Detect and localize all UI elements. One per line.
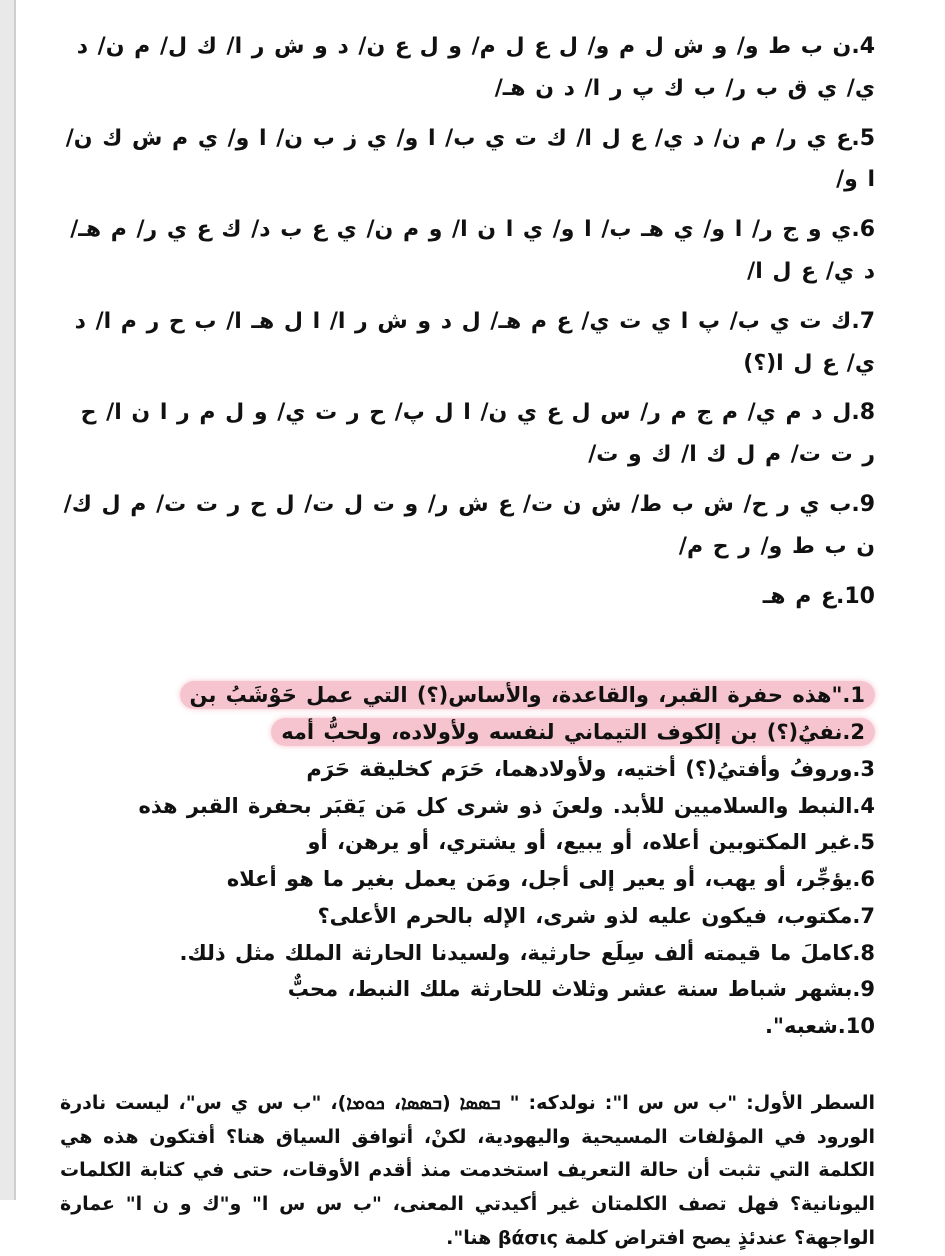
- document-page: [60, 20, 875, 1256]
- commentary-paragraph: السطر الأول: "ب س س ا": نولدكه: " ܒܣܣܐ (ܒܣܣܐ، ܟܘܡܐ)، "ب س ي س"، ليست نادرة الورود في المؤلفات المسيحية واليهودية، لكنْ، أتوافق السياق هنا؟ أفتكون هذه هي الكلمة التي تثبت أن حالة التعريف استخدمت منذ أقدم الأوقات، حتى في كتابة الكلمات اليونانية؟ فهل تصف الكلمتان غير أكيدتي المعنى، "ب س س ا" و"ك و ن ا" عمارة الواجهة؟ عندئذٍ يصح افتراض كلمة βάσις هنا".: [60, 1091, 875, 1250]
- translation-line-6: 6.يؤجِّر، أو يهب، أو يعير إلى أجل، ومَن يعمل بغير ما هو أعلاه: [226, 867, 875, 892]
- transliteration-line-8: 8.ل د م ي/ م ج م ر/ س ل ع ي ن/ ا ل پ/ ح ر ت ي/ و ل م ر ا ن ا/ ح ر ت ت/ م ل ك ا/ ك و ت/: [80, 400, 875, 468]
- transliteration-line-6: 6.ي و ج ر/ ا و/ ي هـ ب/ ا و/ ي ا ن ا/ و م ن/ ي ع ب د/ ك ع ي ر/ م هـ/ د ي/ ع ل ا/: [70, 217, 875, 284]
- transliteration-line-5: 5.ع ي ر/ م ن/ د ي/ ع ل ا/ ك ت ي ب/ ا و/ ي ز ب ن/ ا و/ ي م ش ك ن/ ا و/: [65, 125, 875, 193]
- transliteration-line-4: 4.ن ب ط و/ و ش ل م و/ ل ع ل م/ و ل ع ن/ د و ش ر ا/ ك ل/ م ن/ د ي/ ي ق ب ر/ ب ك پ ر ا/ د ن هـ/: [76, 34, 875, 101]
- translation-line-7: 7.مكتوب، فيكون عليه لذو شرى، الإله بالحرم الأعلى؟: [317, 903, 875, 928]
- translation-line-4: 4.النبط والسلاميين للأبد. ولعنَ ذو شرى كل مَن يَقبَر بحفرة القبر هذه: [138, 793, 875, 818]
- highlighted-text: 2.نفيُ(؟) بن إلكوف التيماني لنفسه ولأولاده، ولحبُّ أمه: [271, 718, 875, 746]
- transliteration-line-9: 9.ب ي ر ح/ ش ب ط/ ش ن ت/ ع ش ر/ و ت ل ت/ ل ح ر ت ت/ م ل ك/ ن ب ط و/ ر ح م/: [63, 491, 875, 559]
- page-edge: [0, 0, 16, 1200]
- translation-line-2: [60, 714, 875, 751]
- highlighted-text: 1."هذه حفرة القبر، والقاعدة، والأساس(؟) التي عمل حَوْشَبُ بن: [180, 681, 875, 709]
- translation-line-9: 9.بشهر شباط سنة عشر وثلاث للحارثة ملك النبط، محبٌّ: [287, 977, 875, 1002]
- transliteration-line-7: 7.ك ت ي ب/ پ ا ي ت ي/ ع م هـ/ ل د و ش ر ا/ ا ل هـ ا/ ب ح ر م ا/ د ي/ ع ل ا(؟): [74, 308, 875, 376]
- translation-line-5: 5.غير المكتوبين أعلاه، أو يبيع، أو يشتري، أو يرهن، أو: [307, 830, 875, 855]
- transliteration-block: [60, 26, 875, 617]
- transliteration-line-10: 10.ع م هـ: [762, 583, 875, 609]
- translation-line-3: 3.وروفُ وأفتيُ(؟) أختيه، ولأولادهما، حَرَم كخليقة حَرَم: [306, 756, 875, 781]
- commentary-block: [60, 1087, 875, 1256]
- translation-line-8: 8.كاملَ ما قيمته ألف سِلَع حارثية، ولسيدنا الحارثة الملك مثل ذلك.: [179, 940, 875, 965]
- translation-line-10: 10.شعبه".: [765, 1014, 875, 1039]
- translation-block: [60, 677, 875, 1045]
- translation-line-1: [60, 677, 875, 714]
